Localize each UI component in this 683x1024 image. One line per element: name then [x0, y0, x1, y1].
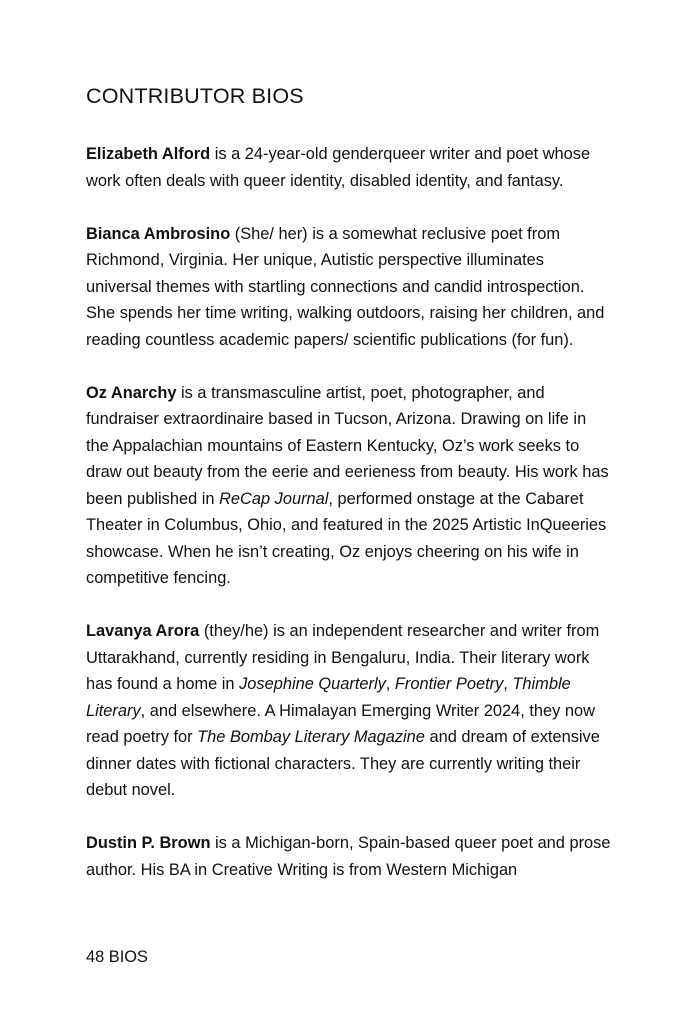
- bio-text: is a 24-year-old genderqueer writer and poet whose work often deals with queer identity, disabled identity, and fantasy.: [86, 145, 591, 190]
- bio-paragraph: [86, 380, 611, 592]
- bio-text: is a Michigan-born, Spain-based queer poet and prose author. His BA in Creative Writing is from Western Michigan: [86, 834, 611, 879]
- publication-title: Frontier Poetry: [394, 675, 504, 693]
- bio-paragraph: [86, 830, 611, 883]
- bio-text: , and elsewhere. A Himalayan Emerging Writer 2024, they now read poetry for: [86, 701, 595, 746]
- page-title: CONTRIBUTOR BIOS: [86, 84, 304, 108]
- publication-title: Thimble Literary: [86, 675, 571, 720]
- bio-text: , performed onstage at the Cabaret Theater in Columbus, Ohio, and featured in the 2025 Artistic InQueeries showcase. When he isn’t creating, Oz enjoys cheering on his wife in competitive fencing.: [86, 489, 607, 587]
- contributor-name: Elizabeth Alford: [86, 145, 211, 163]
- bio-text: is a transmasculine artist, poet, photographer, and fundraiser extraordinaire based in Tucson, Arizona. Drawing on life in the Appalachian mountains of Eastern Kentucky, Oz’s work seeks to draw out beauty from the eerie and eerieness from beauty. His work has been published in: [86, 383, 609, 508]
- contributor-name: Dustin P. Brown: [86, 834, 211, 852]
- bio-paragraph: [86, 618, 611, 804]
- page-footer: 48 BIOS: [86, 948, 148, 966]
- publication-title: Josephine Quarterly: [239, 675, 386, 693]
- contributor-name: Bianca Ambrosino: [86, 224, 231, 243]
- bio-text: (they/he) is an independent researcher and writer from Uttarakhand, currently residing in Bengaluru, India. Their literary work has found a home in: [86, 622, 600, 693]
- bio-paragraph: [86, 221, 611, 354]
- bio-text: (She/ her) is a somewhat reclusive poet from Richmond, Virginia. Her unique, Autistic perspective illuminates universal themes with startling connections and candid introspection. She spends her time writing, walking outdoors, raising her children, and reading countless academic papers/ scientific publications (for fun).: [86, 224, 605, 349]
- publication-title: The Bombay Literary Magazine: [197, 728, 425, 746]
- publication-title: ReCap Journal: [219, 489, 329, 508]
- bio-paragraph: [86, 141, 611, 194]
- bio-text: and dream of extensive dinner dates with fictional characters. They are currently writing their debut novel.: [86, 728, 600, 799]
- bios-list: [86, 141, 611, 910]
- bio-text: ,: [385, 675, 395, 693]
- bio-text: ,: [503, 675, 513, 693]
- contributor-name: Lavanya Arora: [86, 622, 200, 640]
- contributor-name: Oz Anarchy: [86, 383, 177, 402]
